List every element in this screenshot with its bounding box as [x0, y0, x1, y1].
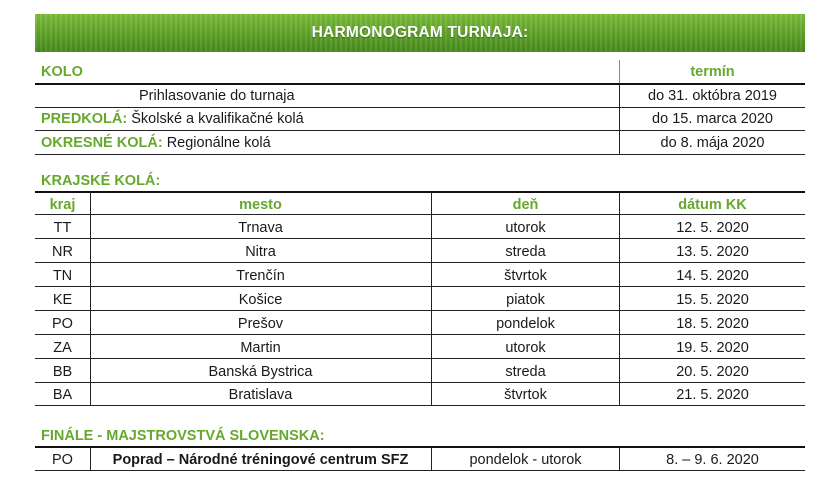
row-kraj: TN — [52, 268, 73, 284]
row-datum: 19. 5. 2020 — [676, 340, 749, 356]
final-col-divider-mesto — [431, 447, 432, 470]
row-kraj: PO — [52, 316, 73, 332]
term-divider — [619, 60, 620, 84]
row-kraj: TT — [53, 220, 72, 236]
row-kraj: ZA — [53, 340, 72, 356]
col-header-datum: dátum KK — [678, 197, 747, 213]
final-section-title: FINÁLE - MAJSTROVSTVÁ SLOVENSKA: — [41, 428, 325, 444]
row-mesto: Banská Bystrica — [208, 364, 313, 380]
row-den: piatok — [506, 292, 545, 308]
row-datum: 14. 5. 2020 — [676, 268, 749, 284]
row-kraj: BB — [52, 364, 73, 380]
regional-top-rule — [35, 191, 805, 193]
row-datum: 20. 5. 2020 — [676, 364, 749, 380]
row-datum: 21. 5. 2020 — [676, 387, 749, 403]
row-den: utorok — [505, 340, 546, 356]
round-row-text: Regionálne kolá — [166, 135, 271, 151]
col-header-mesto: mesto — [239, 197, 282, 213]
round-row-date: do 15. marca 2020 — [652, 111, 773, 127]
row-den: streda — [505, 244, 546, 260]
rounds-column-divider — [619, 84, 620, 154]
final-top-rule — [35, 446, 805, 448]
row-rule — [35, 154, 805, 155]
row-mesto: Trnava — [238, 220, 283, 236]
round-row-label-text — [41, 134, 271, 152]
row-den: štvrtok — [504, 268, 547, 284]
row-kraj: BA — [52, 387, 73, 403]
row-rule — [35, 262, 805, 263]
round-row-label: PREDKOLÁ: — [41, 111, 128, 127]
row-rule — [35, 382, 805, 383]
rounds-header-rule — [35, 83, 805, 85]
term-header: termín — [690, 64, 735, 80]
row-rule — [35, 358, 805, 359]
row-rule — [35, 310, 805, 311]
row-rule — [35, 107, 805, 108]
header-banner — [35, 14, 805, 52]
regional-bottom-rule — [35, 405, 805, 406]
row-datum: 13. 5. 2020 — [676, 244, 749, 260]
row-datum: 12. 5. 2020 — [676, 220, 749, 236]
banner-title: HARMONOGRAM TURNAJA: — [311, 24, 529, 41]
row-den: utorok — [505, 220, 546, 236]
col-header-den: deň — [512, 197, 539, 213]
final-col-divider-kraj — [90, 447, 91, 470]
row-rule — [35, 334, 805, 335]
regional-header-rule — [35, 214, 805, 215]
row-den: štvrtok — [504, 387, 547, 403]
row-mesto: Nitra — [245, 244, 276, 260]
final-bottom-rule — [35, 470, 805, 471]
col-header-kraj: kraj — [49, 197, 76, 213]
row-mesto: Bratislava — [228, 387, 293, 403]
row-den: streda — [505, 364, 546, 380]
row-rule — [35, 130, 805, 131]
row-mesto: Košice — [238, 292, 283, 308]
round-row-date: do 31. októbra 2019 — [648, 88, 777, 104]
row-den: pondelok — [496, 316, 555, 332]
row-datum: 15. 5. 2020 — [676, 292, 749, 308]
row-rule — [35, 286, 805, 287]
final-datum: 8. – 9. 6. 2020 — [666, 452, 759, 468]
row-mesto: Trenčín — [236, 268, 285, 284]
round-row-text: Prihlasovanie do turnaja — [139, 88, 295, 104]
final-den: pondelok - utorok — [469, 452, 582, 468]
round-row-label-text — [41, 110, 304, 128]
col-divider-den — [619, 192, 620, 405]
final-kraj: PO — [52, 452, 73, 468]
row-datum: 18. 5. 2020 — [676, 316, 749, 332]
row-kraj: NR — [52, 244, 73, 260]
round-row-date: do 8. mája 2020 — [660, 135, 765, 151]
final-col-divider-den — [619, 447, 620, 470]
kolo-header: KOLO — [41, 64, 83, 80]
row-rule — [35, 238, 805, 239]
row-kraj: KE — [52, 292, 73, 308]
final-mesto: Poprad – Národné tréningové centrum SFZ — [112, 452, 409, 468]
row-mesto: Martin — [240, 340, 281, 356]
row-mesto: Prešov — [237, 316, 284, 332]
round-row-label: OKRESNÉ KOLÁ: — [41, 135, 163, 151]
col-divider-mesto — [431, 192, 432, 405]
regional-section-title: KRAJSKÉ KOLÁ: — [41, 173, 161, 189]
round-row-text: Školské a kvalifikačné kolá — [131, 111, 304, 127]
col-divider-kraj — [90, 192, 91, 405]
